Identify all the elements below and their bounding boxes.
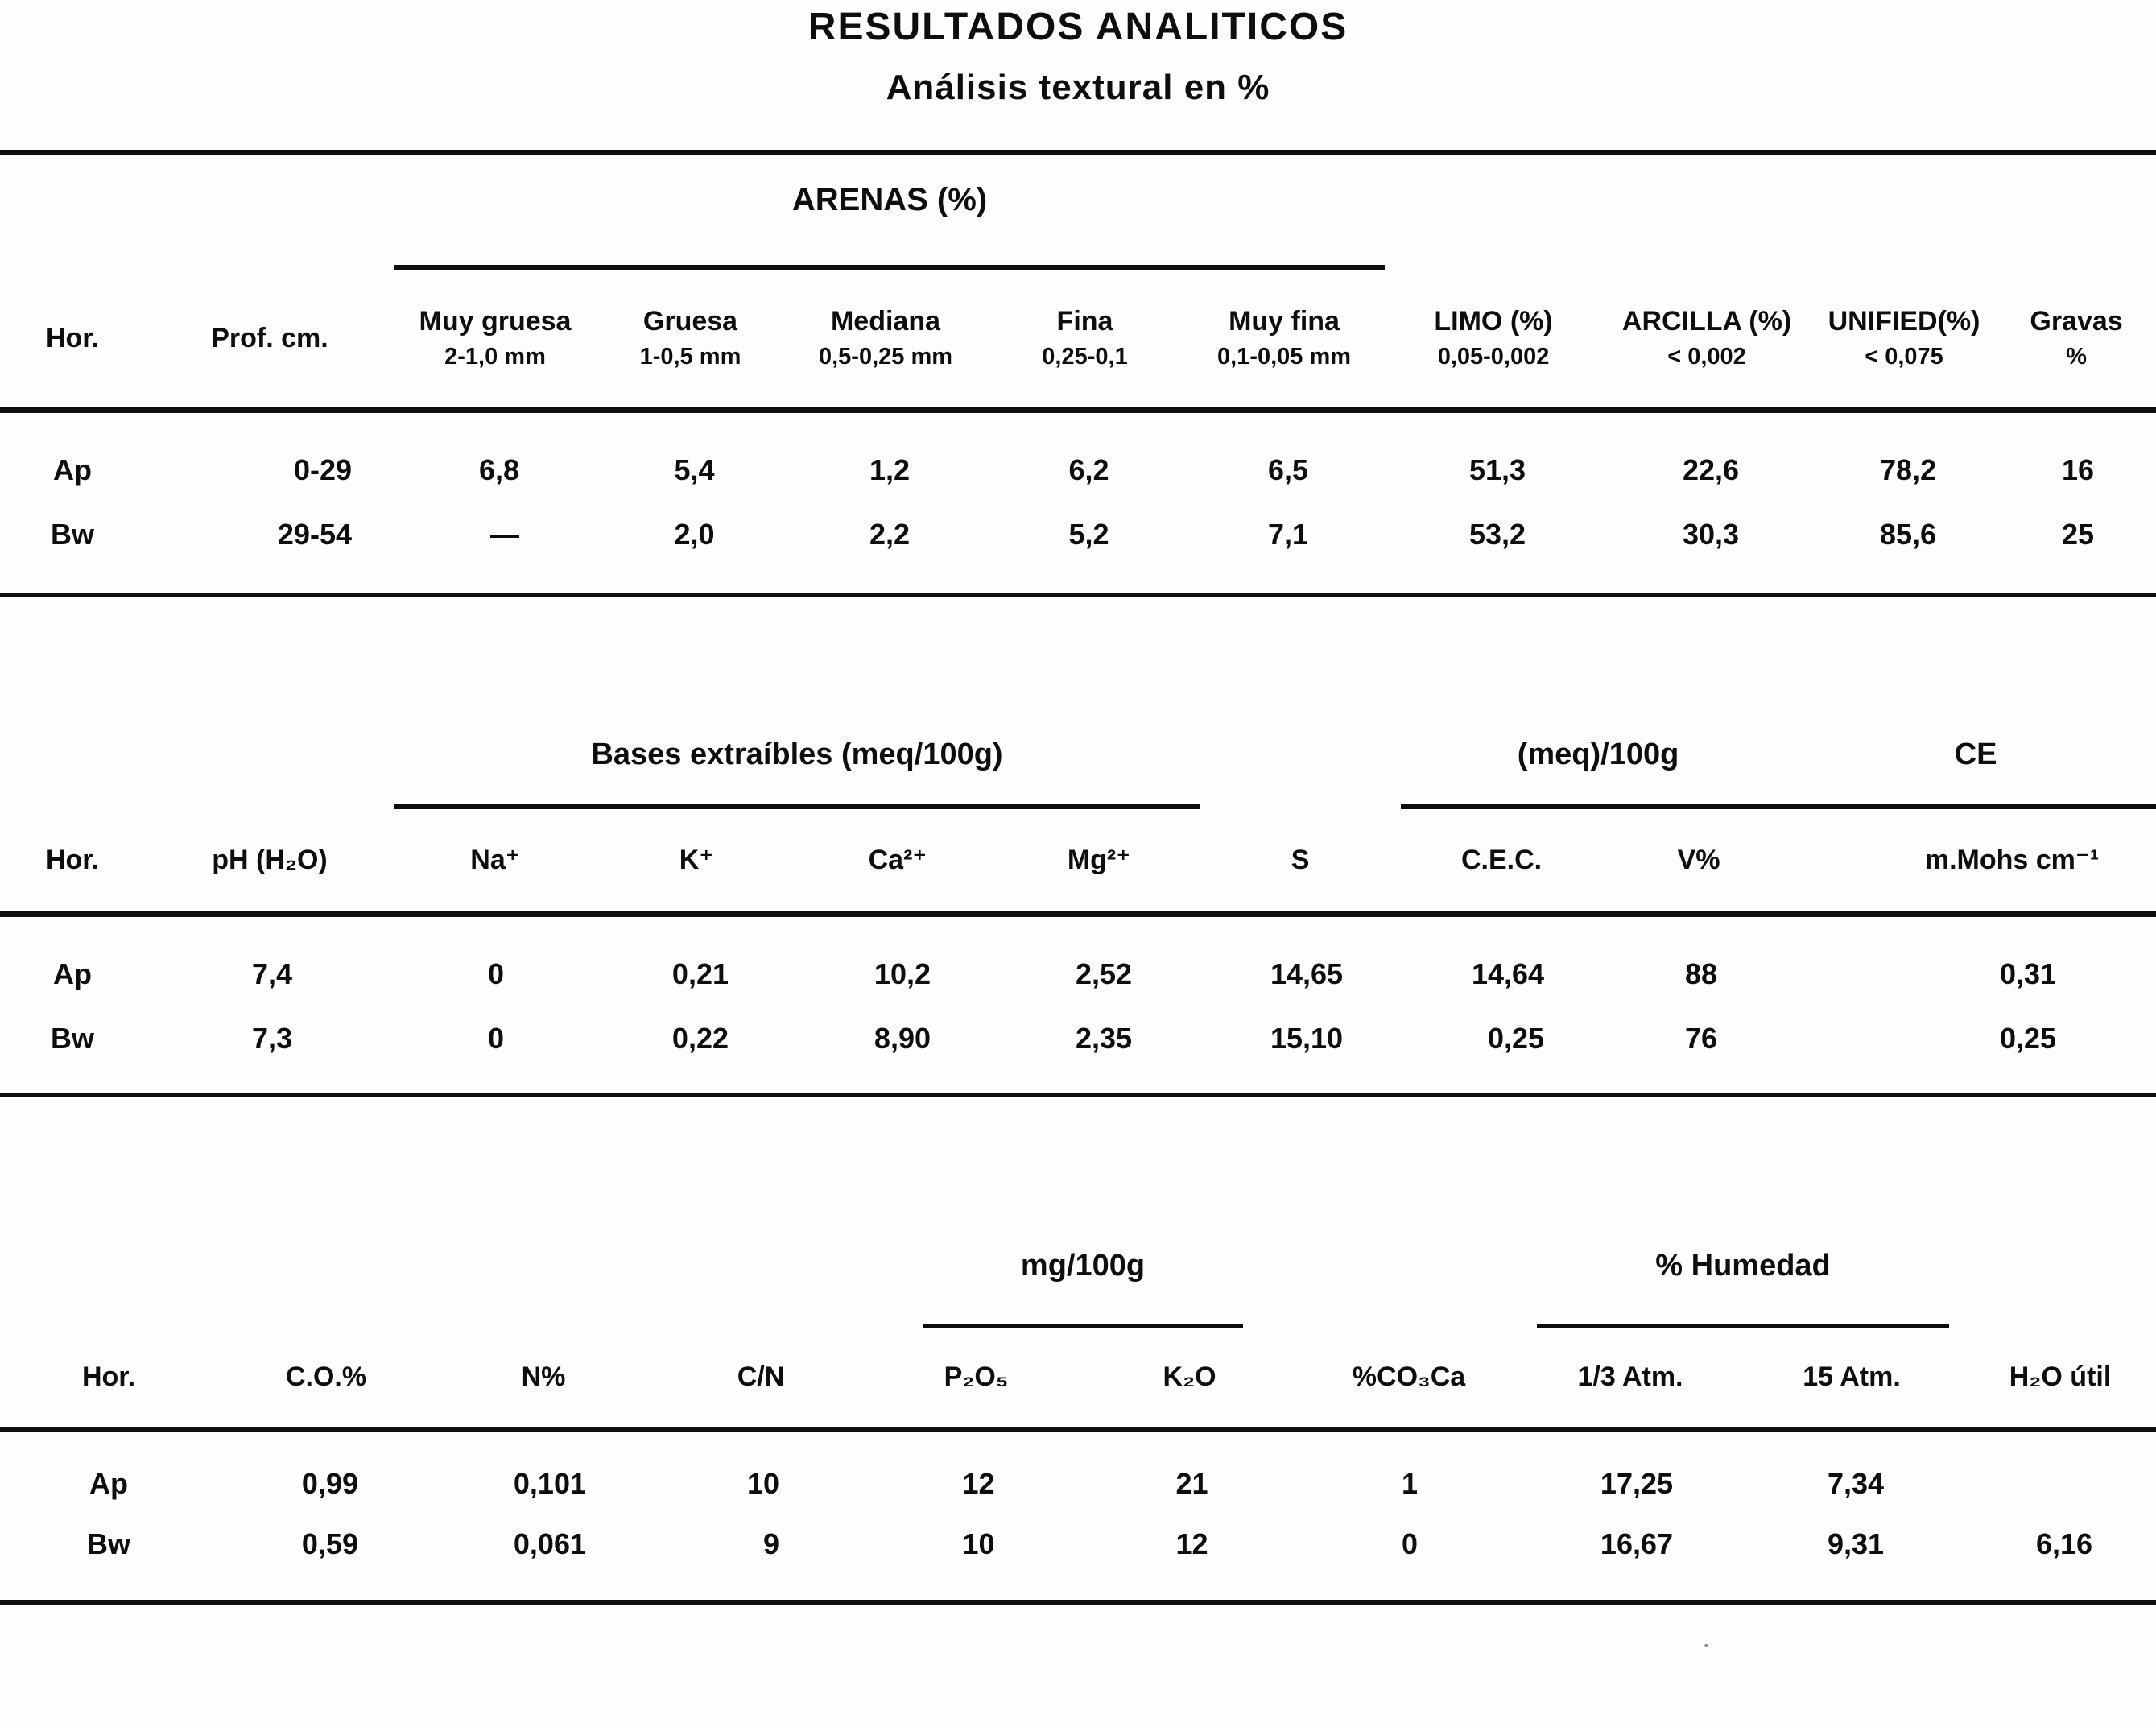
data-cell: 7,34 — [1827, 1466, 1885, 1500]
meq-group-cell — [1401, 692, 1795, 809]
data-row-bw — [0, 1514, 2156, 1574]
data-cell: 85,6 — [1879, 518, 1937, 551]
data-cell: 0,25 — [1999, 1022, 2057, 1055]
humedad-group-label: % Humedad — [1655, 1249, 1831, 1283]
data-row-ap — [0, 438, 2156, 502]
data-cell: 0,101 — [513, 1466, 586, 1500]
spacer — [0, 1429, 2156, 1453]
data-cell: 14,65 — [1270, 957, 1344, 990]
data-cell — [1964, 1453, 2156, 1514]
data-cell: 22,6 — [1682, 453, 1740, 486]
data-cell: 1 — [1401, 1466, 1419, 1500]
arenas-group-label: ARENAS (%) — [791, 182, 988, 217]
header-cell-cec: C.E.C. — [1401, 809, 1602, 914]
spacer — [0, 1574, 2156, 1602]
textural-analysis-table — [0, 155, 2156, 597]
data-cell: 88 — [1684, 957, 1718, 990]
data-cell: 78,2 — [1879, 453, 1937, 486]
data-cell: 16 — [2062, 453, 2095, 486]
data-cell: 0 — [487, 957, 504, 990]
arenas-group-cell — [394, 155, 1385, 270]
data-cell: 53,2 — [1468, 518, 1526, 551]
header-cell-mediana: Mediana 0,5-0,25 mm — [785, 270, 986, 410]
header-row — [0, 270, 2156, 410]
data-cell: — — [490, 518, 519, 551]
data-cell: Ap — [53, 453, 92, 486]
data-cell: 7,3 — [251, 1022, 292, 1055]
data-cell: 6,8 — [478, 453, 519, 486]
header-cell-h2o-util: H₂O útil — [1964, 1328, 2156, 1429]
spacer — [0, 1071, 2156, 1095]
data-cell: 21 — [1175, 1466, 1208, 1500]
header-cell-cn: C/N — [652, 1328, 869, 1429]
header-cell-13atm: 1/3 Atm. — [1522, 1328, 1739, 1429]
data-cell: 14,64 — [1471, 957, 1545, 990]
data-cell: 10 — [746, 1466, 779, 1500]
header-cell-muy-gruesa: Muy gruesa 2-1,0 mm — [394, 270, 596, 410]
data-row-bw — [0, 502, 2156, 567]
header-cell-na: Na⁺ — [394, 809, 596, 914]
header-row — [0, 1328, 2156, 1429]
group-header-row — [0, 155, 2156, 270]
header-cell-fina: Fina 0,25-0,1 — [986, 270, 1183, 410]
data-cell: 0,061 — [513, 1527, 586, 1560]
data-cell: 51,3 — [1468, 453, 1526, 486]
header-row — [0, 809, 2156, 914]
data-cell: 12 — [962, 1466, 995, 1500]
data-cell: 7,1 — [1267, 518, 1309, 551]
data-cell: 0-29 — [293, 453, 352, 486]
group-spacer — [0, 155, 394, 270]
data-cell: 6,5 — [1267, 453, 1309, 486]
spacer — [0, 410, 2156, 438]
spacer — [0, 914, 2156, 942]
data-cell: 0,99 — [301, 1466, 358, 1500]
meq-group-label: (meq)/100g — [1517, 737, 1679, 771]
header-cell-mg: Mg²⁺ — [998, 809, 1200, 914]
header-cell-s: S — [1200, 809, 1401, 914]
spacer — [0, 567, 2156, 595]
data-cell: 0,25 — [1487, 1022, 1545, 1055]
group-spacer — [1296, 1200, 1522, 1328]
data-row-bw — [0, 1006, 2156, 1071]
data-cell: 0,59 — [301, 1527, 358, 1560]
data-cell: 17,25 — [1600, 1466, 1674, 1500]
group-spacer — [0, 692, 394, 809]
header-cell-limo: LIMO (%) 0,05-0,002 — [1385, 270, 1602, 410]
page-subtitle: Análisis textural en % — [886, 68, 1270, 107]
data-cell: 7,4 — [251, 957, 292, 990]
humedad-group-cell — [1522, 1200, 1964, 1328]
header-cell-arcilla: ARCILLA (%) < 0,002 — [1602, 270, 1811, 410]
data-cell: 0,31 — [1999, 957, 2057, 990]
data-row-ap — [0, 1453, 2156, 1514]
group-header-row — [0, 1200, 2156, 1328]
data-cell: 9 — [762, 1527, 779, 1560]
header-cell-unified: UNIFIED(%) < 0,075 — [1811, 270, 1997, 410]
mg-group-cell — [869, 1200, 1296, 1328]
data-cell: Bw — [51, 518, 94, 551]
header-cell-k2o: K₂O — [1083, 1328, 1296, 1429]
header-cell-n: N% — [435, 1328, 652, 1429]
data-cell: 16,67 — [1600, 1527, 1674, 1560]
header-cell-mmohs: m.Mohs cm⁻¹ — [1795, 809, 2156, 914]
data-cell: 8,90 — [874, 1022, 931, 1055]
data-cell: Bw — [87, 1527, 130, 1560]
header-cell-ca: Ca²⁺ — [797, 809, 998, 914]
bases-group-label: Bases extraíbles (meq/100g) — [591, 737, 1003, 771]
data-cell: 10,2 — [874, 957, 931, 990]
data-cell: 10 — [962, 1527, 995, 1560]
page-title: RESULTADOS ANALITICOS — [807, 6, 1349, 48]
data-cell: 2,0 — [674, 518, 715, 551]
data-cell: 0,22 — [671, 1022, 729, 1055]
data-cell: 6,16 — [2035, 1527, 2093, 1560]
data-cell: 15,10 — [1270, 1022, 1344, 1055]
data-cell: 1,2 — [869, 453, 910, 486]
bases-table — [0, 692, 2156, 1097]
header-cell-prof: Prof. cm. — [145, 270, 394, 410]
header-cell-muy-fina: Muy fina 0,1-0,05 mm — [1183, 270, 1385, 410]
header-cell-15atm: 15 Atm. — [1739, 1328, 1964, 1429]
data-cell: 0 — [1401, 1527, 1419, 1560]
data-cell: Ap — [53, 957, 92, 990]
data-cell: Ap — [89, 1466, 128, 1500]
header-cell-hor: Hor. — [0, 270, 145, 410]
data-cell: 9,31 — [1827, 1527, 1885, 1560]
data-cell: 25 — [2062, 518, 2095, 551]
data-cell: 29-54 — [277, 518, 352, 551]
data-row-ap — [0, 942, 2156, 1006]
data-cell: 76 — [1684, 1022, 1718, 1055]
group-spacer — [0, 1200, 869, 1328]
bases-group-cell — [394, 692, 1200, 809]
ce-group-cell — [1795, 692, 2156, 809]
data-cell: 12 — [1175, 1527, 1208, 1560]
data-cell: 0,21 — [671, 957, 729, 990]
header-cell-co: C.O.% — [217, 1328, 435, 1429]
header-cell-hor: Hor. — [0, 1328, 217, 1429]
data-cell: 2,35 — [1075, 1022, 1133, 1055]
mg-group-label: mg/100g — [1020, 1249, 1146, 1283]
group-spacer — [1964, 1200, 2156, 1328]
header-cell-p2o5: P₂O₅ — [869, 1328, 1083, 1429]
group-header-row — [0, 692, 2156, 809]
data-cell: Bw — [51, 1022, 94, 1055]
data-cell: 0 — [487, 1022, 504, 1055]
group-spacer — [1385, 155, 2156, 270]
data-cell: 2,52 — [1075, 957, 1133, 990]
header-cell-gruesa: Gruesa 1-0,5 mm — [596, 270, 785, 410]
scan-speck — [1704, 1644, 1708, 1647]
header-cell-hor: Hor. — [0, 809, 145, 914]
header-cell-co3ca: %CO₃Ca — [1296, 1328, 1522, 1429]
header-cell-ph: pH (H₂O) — [145, 809, 394, 914]
header-cell-v: V% — [1602, 809, 1795, 914]
ce-group-label: CE — [1954, 737, 1997, 771]
data-cell: 30,3 — [1682, 518, 1740, 551]
data-cell: 6,2 — [1068, 453, 1109, 486]
header-cell-gravas: Gravas % — [1997, 270, 2156, 410]
data-cell: 2,2 — [869, 518, 910, 551]
header-cell-k: K⁺ — [596, 809, 797, 914]
organic-humidity-table — [0, 1200, 2156, 1605]
group-spacer — [1200, 692, 1401, 809]
data-cell: 5,2 — [1068, 518, 1109, 551]
data-cell: 5,4 — [674, 453, 715, 486]
